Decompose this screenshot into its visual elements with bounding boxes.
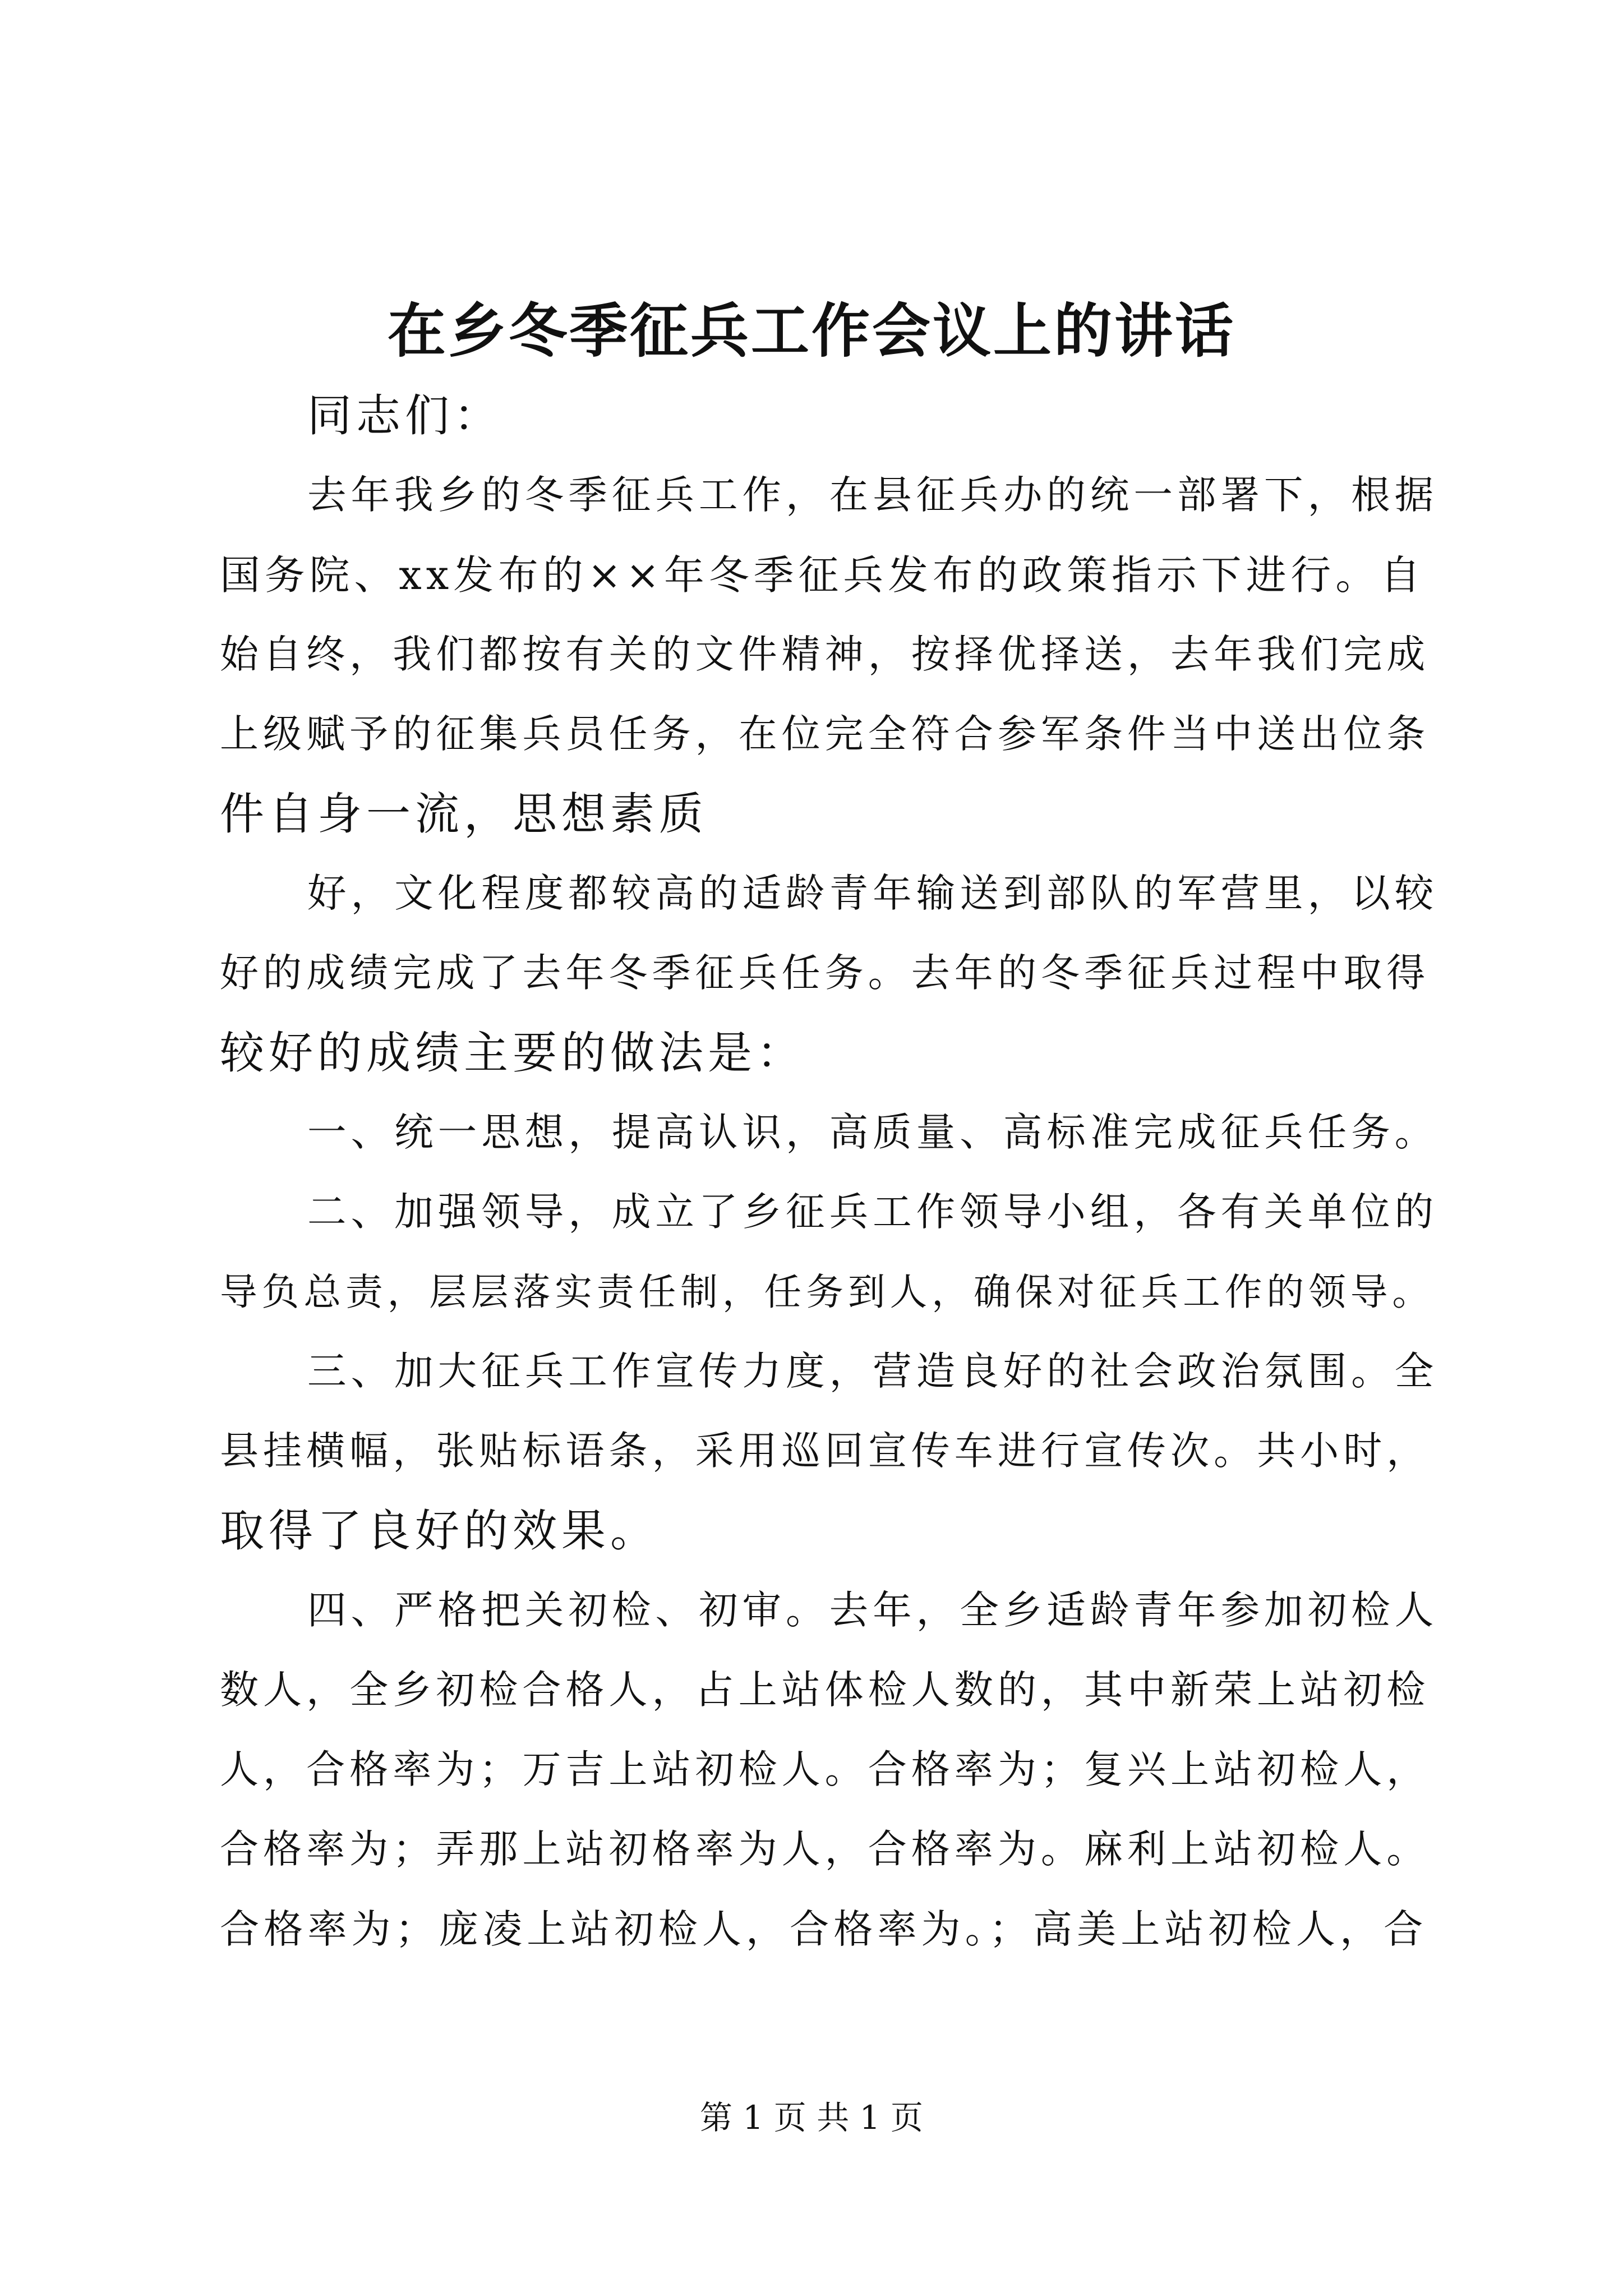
text-line: 始自终，我们都按有关的文件精神，按择优择送，去年我们完成 [220, 632, 1430, 677]
text-line: 一、统一思想，提高认识，高质量、高标准完成征兵任务。 [307, 1110, 1438, 1155]
text-line: 去年我乡的冬季征兵工作，在县征兵办的统一部署下，根据 [307, 472, 1438, 518]
paragraph [220, 1571, 1438, 1969]
text-line: 县挂横幅，张贴标语条，采用巡回宣传车进行宣传次。共小时， [220, 1429, 1430, 1474]
paragraph [220, 1093, 1438, 1172]
paragraph [220, 376, 1420, 455]
text-line: 二、加强领导，成立了乡征兵工作领导小组，各有关单位的 [307, 1189, 1438, 1235]
text-line: 较好的成绩主要的做法是： [220, 1027, 805, 1079]
paragraph [220, 1332, 1438, 1571]
text-line: 数人，全乡初检合格人，占上站体检人数的，其中新荣上站初检 [220, 1668, 1430, 1713]
text-line: 件自身一流，思想素质 [220, 788, 708, 840]
text-line: 国务院、xx发布的××年冬季征兵发布的政策指示下进行。自 [220, 551, 1425, 599]
text-line: 四、严格把关初检、初审。去年，全乡适龄青年参加初检人 [307, 1588, 1438, 1633]
text-line: 人，合格率为；万吉上站初检人。合格率为；复兴上站初检人， [220, 1747, 1430, 1792]
document-body [220, 376, 1438, 1969]
text-line: 上级赋予的征集兵员任务，在位完全符合参军条件当中送出位条 [220, 712, 1430, 757]
text-line: 合格率为；弄那上站初格率为人，合格率为。麻利上站初检人。 [220, 1827, 1430, 1872]
text-line: 取得了良好的效果。 [220, 1505, 659, 1557]
text-line: 三、加大征兵工作宣传力度，营造良好的社会政治氛围。全 [307, 1349, 1438, 1394]
text-line: 好，文化程度都较高的适龄青年输送到部队的军营里，以较 [307, 871, 1438, 916]
text-line: 导负总责，层层落实责任制，任务到人，确保对征兵工作的领导。 [220, 1270, 1435, 1314]
paragraph [220, 854, 1438, 1093]
text-line: 合格率为；庞凌上站初检人，合格率为。；高美上站初检人，合 [220, 1906, 1428, 1952]
paragraph [220, 1172, 1438, 1332]
page-footer: 第 1 页 共 1 页 [700, 2099, 923, 2137]
page-title: 在乡冬季征兵工作会议上的讲话 [387, 296, 1235, 365]
text-line: 同志们： [307, 390, 502, 441]
text-line: 好的成绩完成了去年冬季征兵任务。去年的冬季征兵过程中取得 [220, 951, 1430, 996]
paragraph [220, 455, 1438, 854]
